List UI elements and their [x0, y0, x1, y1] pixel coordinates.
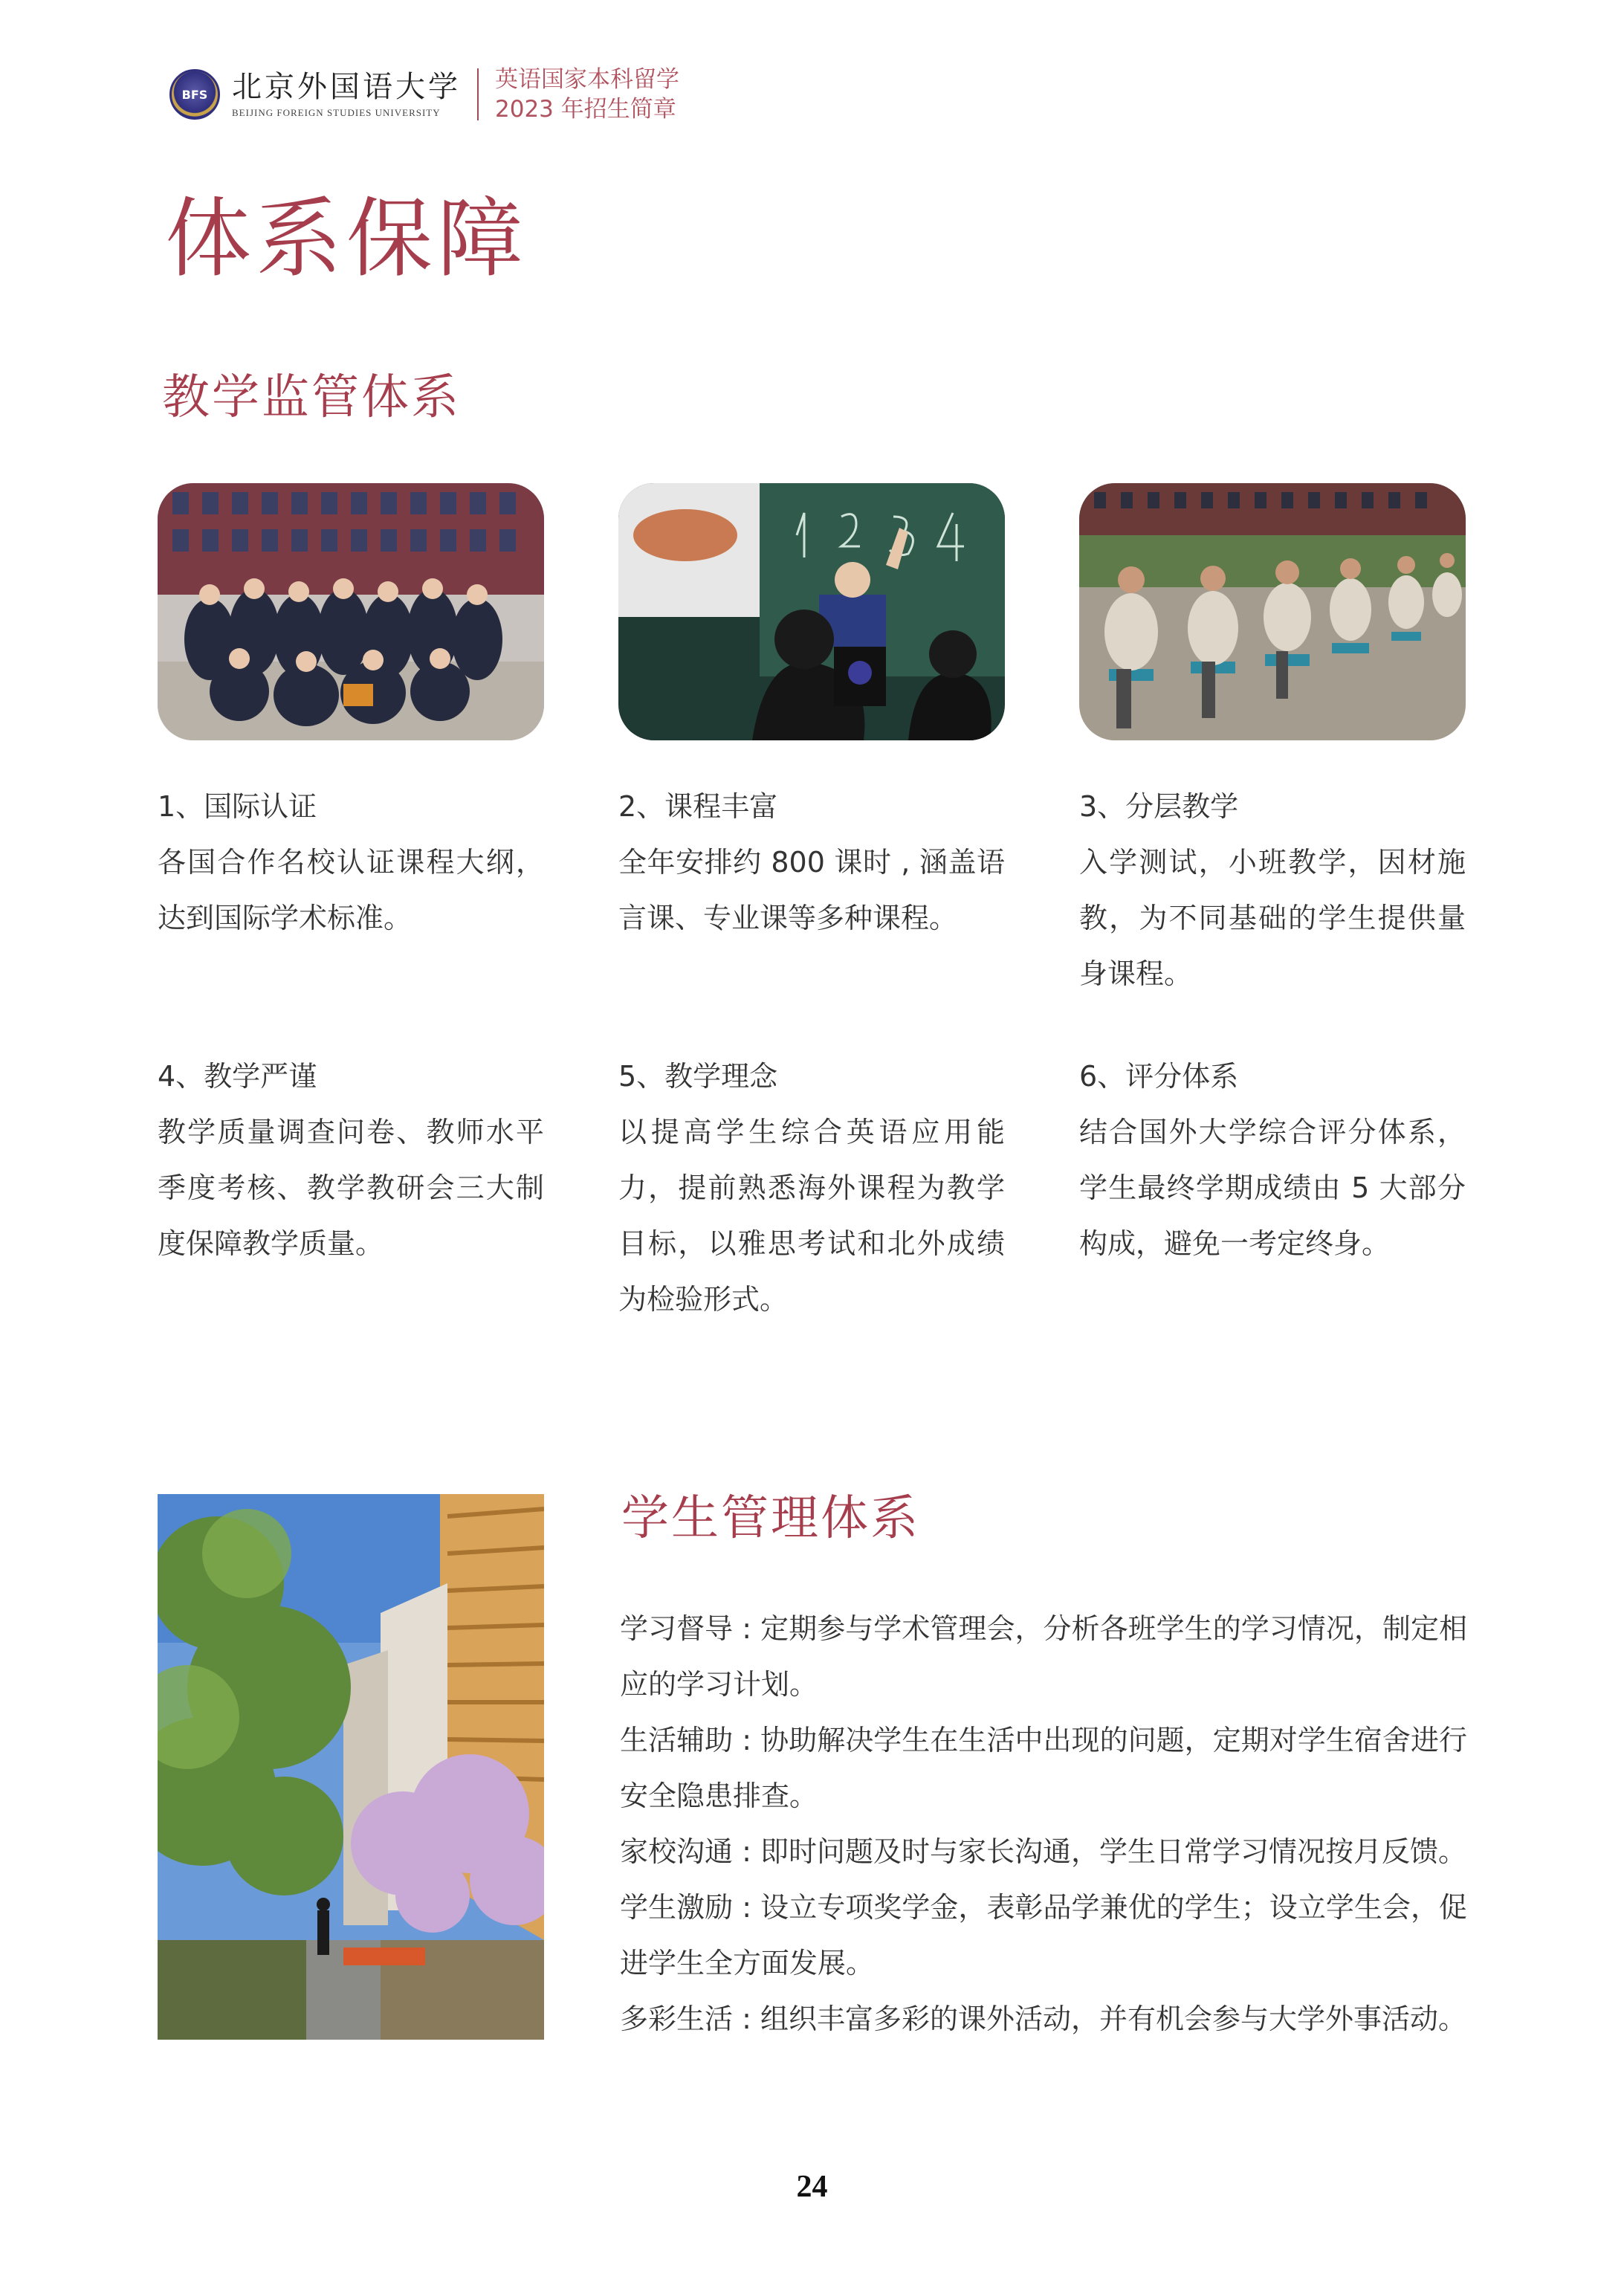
- teaching-item-title: 5、教学理念: [618, 1060, 778, 1093]
- university-name-en: BEIJING FOREIGN STUDIES UNIVERSITY: [232, 107, 441, 118]
- teaching-item-title: 1、国际认证: [158, 790, 317, 823]
- teaching-item-5: [618, 1049, 1005, 1328]
- header-divider: [477, 68, 479, 120]
- student-management-list: [620, 1601, 1467, 2047]
- teaching-item-1: [158, 779, 544, 946]
- student-management-paragraph: 学习督导 : 定期参与学术管理会，分析各班学生的学习情况，制定相应的学习计划。: [620, 1612, 1467, 1701]
- group-photo-image: [158, 483, 544, 740]
- campus-path-photo-image: [158, 1494, 544, 2040]
- teaching-item-title: 6、评分体系: [1079, 1060, 1239, 1093]
- teaching-item-3: [1079, 779, 1466, 1002]
- university-name-cn: 北京外国语大学: [232, 70, 461, 104]
- student-section-title: 学生管理体系: [621, 1491, 920, 1546]
- teaching-item-2: [618, 779, 1005, 946]
- teaching-item-4: [158, 1049, 544, 1272]
- student-management-paragraph: 学生激励 : 设立专项奖学金，表彰品学兼优的学生；设立学生会，促进学生全方面发展。: [620, 1891, 1467, 1979]
- university-seal-logo: [169, 69, 220, 120]
- page-title: 体系保障: [165, 189, 528, 289]
- teaching-item-title: 4、教学严谨: [158, 1060, 317, 1093]
- teaching-item-title: 2、课程丰富: [618, 790, 778, 823]
- university-name-block: [232, 70, 461, 119]
- page-number: 24: [796, 2170, 828, 2204]
- student-management-paragraph: 生活辅助 : 协助解决学生在生活中出现的问题，定期对学生宿舍进行安全隐患排查。: [620, 1724, 1467, 1812]
- seal-text: BFS: [181, 87, 208, 102]
- student-management-paragraph: 家校沟通 : 即时问题及时与家长沟通，学生日常学习情况按月反馈。: [620, 1835, 1466, 1868]
- header-subtitle-line2: 2023 年招生简章: [495, 96, 676, 123]
- teaching-item-body: 教学质量调查问卷、教师水平季度考核、教学教研会三大制度保障教学质量。: [158, 1116, 544, 1260]
- teaching-item-body: 各国合作名校认证课程大纲，达到国际学术标准。: [158, 846, 544, 934]
- teaching-item-6: [1079, 1049, 1466, 1272]
- student-management-paragraph: 多彩生活 : 组织丰富多彩的课外活动，并有机会参与大学外事活动。: [620, 2003, 1466, 2035]
- teaching-item-body: 入学测试，小班教学，因材施教，为不同基础的学生提供量身课程。: [1079, 846, 1466, 990]
- classroom-photo-image: [618, 483, 1005, 740]
- outdoor-discussion-photo-image: [1079, 483, 1466, 740]
- teaching-item-body: 结合国外大学综合评分体系，学生最终学期成绩由 5 大部分构成，避免一考定终身。: [1079, 1116, 1466, 1260]
- teaching-item-body: 全年安排约 800 课时 , 涵盖语言课、专业课等多种课程。: [618, 846, 1005, 934]
- document-header: [169, 61, 679, 128]
- header-subtitle-line1: 英语国家本科留学: [495, 66, 679, 93]
- header-subtitle: [495, 65, 679, 124]
- teaching-item-title: 3、分层教学: [1079, 790, 1239, 823]
- teaching-item-body: 以提高学生综合英语应用能力，提前熟悉海外课程为教学目标，以雅思考试和北外成绩为检验形式。: [618, 1116, 1005, 1316]
- teaching-section-title: 教学监管体系: [162, 370, 461, 425]
